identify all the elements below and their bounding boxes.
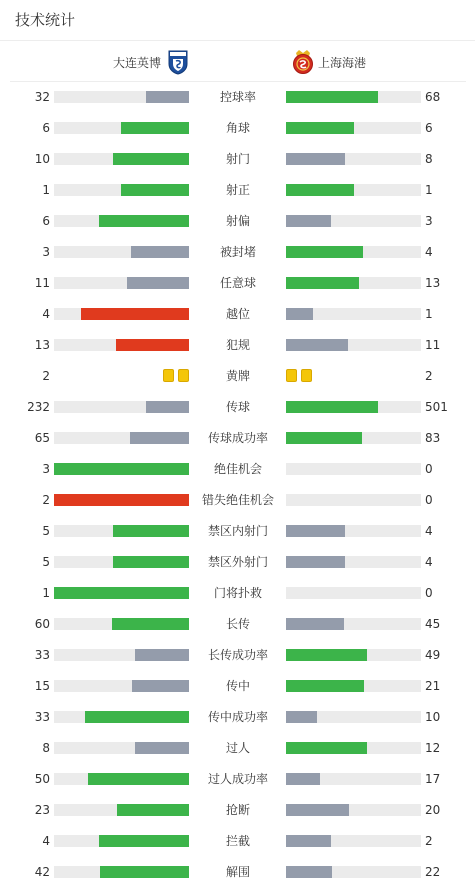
home-stat-value: 33 [34,710,50,724]
away-stat-bar [286,246,363,258]
away-stat-bar-track [286,339,421,351]
away-stat-value: 17 [425,772,441,786]
home-stat-value: 4 [42,307,50,321]
yellow-card-icon [178,369,189,382]
home-stat-bar [127,277,189,289]
home-stat-bar [132,680,189,692]
home-stat-bar [99,835,189,847]
away-stat-bar-track [286,184,421,196]
home-stat-bar-track [54,525,189,537]
home-stat-value: 65 [34,431,50,445]
home-stat-bar-track [54,866,189,878]
stat-row [0,268,475,299]
home-stat-bar-track [54,742,189,754]
page-title: 技术统计 [15,11,76,29]
stat-label: 长传 [225,617,250,631]
home-stat-value: 1 [42,183,50,197]
home-stat-bar [100,866,189,878]
home-stat-bar-track [54,680,189,692]
away-stat-value: 0 [425,586,433,600]
home-stat-bar-track [54,711,189,723]
away-team-crest-icon [292,49,314,75]
stat-row [0,826,475,857]
stat-row [0,671,475,702]
stat-row [0,609,475,640]
home-stat-bar [88,773,189,785]
home-stat-value: 15 [34,679,50,693]
stat-label: 角球 [225,121,250,135]
stat-row [0,485,475,516]
away-stat-bar-track [286,804,421,816]
home-stat-bar-track [54,215,189,227]
away-stat-value: 83 [425,431,441,445]
away-stat-value: 20 [425,803,441,817]
away-stat-bar [286,339,348,351]
stat-label: 禁区内射门 [207,524,268,538]
away-stat-bar-track [286,711,421,723]
home-stat-value: 3 [42,245,50,259]
away-stat-bar-track [286,246,421,258]
stat-row [0,764,475,795]
away-stat-bar [286,184,354,196]
home-stat-bar-track [54,432,189,444]
stat-label: 解围 [225,865,250,879]
away-stat-value: 6 [425,121,433,135]
away-stat-value: 0 [425,462,433,476]
home-stat-value: 2 [42,493,50,507]
home-stat-bar-track [54,494,189,506]
yellow-card-icon [286,369,297,382]
away-stat-value: 0 [425,493,433,507]
away-stat-value: 3 [425,214,433,228]
away-stat-bar [286,866,332,878]
away-stat-bar [286,649,367,661]
stat-row [0,330,475,361]
stat-row [0,299,475,330]
away-stat-bar-track [286,556,421,568]
away-stat-bar-track [286,401,421,413]
away-stat-value: 4 [425,555,433,569]
away-stat-value: 4 [425,245,433,259]
home-stat-bar [113,525,189,537]
home-stat-bar [117,804,189,816]
home-stat-bar [54,494,189,506]
home-stat-value: 4 [42,834,50,848]
away-stat-bar [286,432,362,444]
home-stat-value: 5 [42,555,50,569]
home-stat-bar-track [54,339,189,351]
stat-row [0,516,475,547]
home-stat-bar-track [54,556,189,568]
away-stat-value: 11 [425,338,441,352]
home-yellow-cards [163,369,189,382]
stat-row [0,175,475,206]
stat-label: 抢断 [225,803,250,817]
stat-label: 控球率 [219,90,256,104]
home-stat-bar [135,649,189,661]
away-stat-bar-track [286,463,421,475]
stat-label: 传球 [225,400,250,414]
away-stat-bar-track [286,153,421,165]
away-stat-value: 4 [425,524,433,538]
home-stat-bar [85,711,189,723]
home-stat-value: 32 [34,90,50,104]
away-yellow-cards [286,369,312,382]
stat-row [0,82,475,113]
away-stat-value: 49 [425,648,441,662]
stat-label: 传中成功率 [207,710,268,724]
stat-row [0,702,475,733]
away-stat-bar-track [286,432,421,444]
stat-label: 过人成功率 [207,772,268,786]
away-stat-value: 10 [425,710,441,724]
home-stat-value: 1 [42,586,50,600]
home-stat-value: 232 [27,400,50,414]
home-stat-bar [135,742,189,754]
home-stat-bar [113,556,189,568]
away-stat-bar [286,618,344,630]
home-stat-bar-track [54,246,189,258]
home-stat-bar-track [54,618,189,630]
yellow-card-icon [163,369,174,382]
stat-label: 绝佳机会 [213,462,262,476]
stat-row [0,423,475,454]
away-stat-bar-track [286,649,421,661]
stat-row [0,361,475,392]
away-stat-value: 2 [425,834,433,848]
stat-label: 越位 [225,307,250,321]
home-stat-value: 2 [42,369,50,383]
away-stat-bar-track [286,773,421,785]
away-stat-value: 2 [425,369,433,383]
away-stat-bar-track [286,618,421,630]
home-stat-bar [121,184,189,196]
away-stat-bar [286,773,320,785]
away-stat-bar [286,153,345,165]
home-stat-bar-track [54,401,189,413]
home-stat-bar [81,308,189,320]
stat-row [0,392,475,423]
home-stat-bar [146,91,189,103]
away-stat-bar [286,277,359,289]
stat-row [0,547,475,578]
away-stat-bar-track [286,494,421,506]
away-stat-value: 68 [425,90,441,104]
stat-row [0,733,475,764]
stat-row [0,113,475,144]
home-team-crest-icon [167,49,189,75]
away-stat-bar [286,308,313,320]
home-stat-bar-track [54,277,189,289]
home-stat-bar [130,432,189,444]
stat-label: 门将扑救 [213,586,262,600]
home-stat-value: 6 [42,214,50,228]
away-stat-bar-track [286,835,421,847]
away-stat-bar [286,835,331,847]
home-stat-value: 3 [42,462,50,476]
stat-label: 禁区外射门 [207,555,268,569]
away-stat-value: 13 [425,276,441,290]
away-stat-bar-track [286,308,421,320]
stat-label: 传球成功率 [207,431,268,445]
stat-label: 射偏 [225,214,250,228]
stat-label: 任意球 [219,276,256,290]
stat-label: 射正 [225,183,250,197]
away-stat-value: 21 [425,679,441,693]
away-stat-bar-track [286,587,421,599]
stat-row [0,206,475,237]
stat-label: 长传成功率 [207,648,268,662]
away-team[interactable] [292,49,366,75]
away-stat-bar [286,525,345,537]
away-stat-bar [286,401,378,413]
stat-row [0,144,475,175]
away-stat-bar-track [286,277,421,289]
home-stat-value: 5 [42,524,50,538]
stat-label: 过人 [225,741,250,755]
away-stat-bar-track [286,215,421,227]
home-stat-bar [131,246,189,258]
away-team-name: 上海海港 [318,55,367,70]
home-stat-bar-track [54,153,189,165]
stat-row [0,237,475,268]
home-stat-bar-track [54,308,189,320]
away-stat-bar [286,742,367,754]
home-stat-value: 33 [34,648,50,662]
away-stat-value: 12 [425,741,441,755]
away-stat-bar [286,122,354,134]
stat-label: 传中 [225,679,250,693]
stat-label: 拦截 [225,834,250,848]
home-stat-bar [121,122,189,134]
home-stat-value: 6 [42,121,50,135]
away-stat-bar-track [286,525,421,537]
stat-row [0,454,475,485]
stat-row [0,857,475,888]
away-stat-bar [286,215,331,227]
away-stat-bar [286,91,378,103]
yellow-card-icon [301,369,312,382]
away-stat-value: 45 [425,617,441,631]
page-header [0,0,475,41]
home-stat-bar [112,618,189,630]
away-stat-bar-track [286,742,421,754]
stat-row [0,578,475,609]
home-stat-bar-track [54,91,189,103]
home-team[interactable] [113,49,189,75]
home-stat-bar [99,215,189,227]
away-stat-value: 8 [425,152,433,166]
home-stat-bar [54,587,189,599]
home-stat-value: 8 [42,741,50,755]
home-stat-value: 23 [34,803,50,817]
stat-label: 错失绝佳机会 [201,493,274,507]
home-stat-value: 13 [34,338,50,352]
away-stat-value: 1 [425,183,433,197]
away-stat-bar-track [286,91,421,103]
away-stat-bar [286,680,364,692]
stat-label: 射门 [225,152,250,166]
away-stat-value: 22 [425,865,441,879]
home-stat-bar [146,401,189,413]
home-stat-bar [116,339,189,351]
home-stat-bar-track [54,184,189,196]
away-stat-bar [286,556,345,568]
stat-label: 黄牌 [225,369,250,383]
home-stat-bar [113,153,189,165]
away-stat-bar-track [286,680,421,692]
away-stat-bar [286,711,317,723]
home-stat-bar-track [54,587,189,599]
home-stat-bar-track [54,835,189,847]
stat-row [0,640,475,671]
stat-label: 犯规 [225,338,250,352]
home-stat-bar-track [54,649,189,661]
home-team-name: 大连英博 [113,55,162,70]
home-stat-value: 50 [34,772,50,786]
away-stat-value: 1 [425,307,433,321]
away-stat-value: 501 [425,400,448,414]
home-stat-bar [54,463,189,475]
away-stat-bar [286,804,349,816]
home-stat-bar-track [54,773,189,785]
away-stat-bar-track [286,866,421,878]
away-stat-bar-track [286,122,421,134]
home-stat-bar-track [54,804,189,816]
home-stat-bar-track [54,463,189,475]
stat-row [0,795,475,826]
home-stat-value: 42 [34,865,50,879]
home-stat-value: 10 [34,152,50,166]
home-stat-bar-track [54,122,189,134]
stat-label: 被封堵 [219,245,256,259]
home-stat-value: 60 [34,617,50,631]
home-stat-value: 11 [34,276,50,290]
teams-header [10,41,466,82]
